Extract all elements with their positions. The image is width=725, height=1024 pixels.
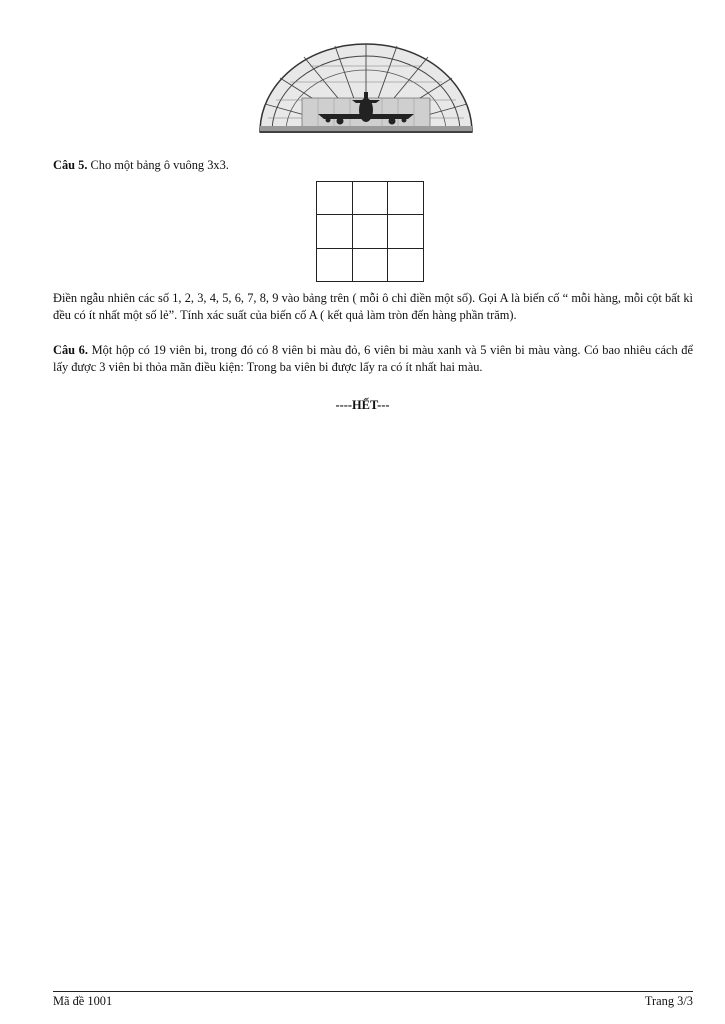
grid-cell <box>388 182 424 215</box>
footer-divider <box>53 991 693 992</box>
question-5-label: Câu 5. <box>53 158 88 172</box>
grid-cell <box>353 215 389 248</box>
grid-cell <box>317 249 353 282</box>
end-marker: ----HẾT--- <box>335 398 390 412</box>
grid-cell <box>388 249 424 282</box>
grid-cell <box>353 182 389 215</box>
question-6-text: Một hộp có 19 viên bi, trong đó có 8 viên bi màu đỏ, 6 viên bi màu xanh và 5 viên bi màu vàng. Có bao nhiêu cách để lấy được 3 viên bi thỏa mãn điều kiện: Trong ba viên bi được lấy ra có ít nhất hai màu. <box>53 343 693 374</box>
hangar-airplane-illustration <box>258 40 474 134</box>
question-6-label: Câu 6. <box>53 343 88 357</box>
question-5-body: Điền ngẫu nhiên các số 1, 2, 3, 4, 5, 6, 7, 8, 9 vào bảng trên ( mỗi ô chỉ điền một số). Gọi A là biến cố “ mỗi hàng, mỗi cột bất kì đều có ít nhất một số lẻ”. Tính xác suất của biến cố A ( kết quả làm tròn đến hàng phần trăm). <box>53 291 693 322</box>
exam-code: Mã đề 1001 <box>53 994 113 1008</box>
grid-cell <box>317 215 353 248</box>
grid-cell <box>353 249 389 282</box>
question-5-text: Cho một bảng ô vuông 3x3. <box>87 158 229 172</box>
square-grid-3x3 <box>316 181 424 282</box>
grid-cell <box>388 215 424 248</box>
grid-cell <box>317 182 353 215</box>
page-number: Trang 3/3 <box>644 994 693 1008</box>
question-6-prompt <box>53 342 693 376</box>
question-5-prompt <box>53 157 693 174</box>
